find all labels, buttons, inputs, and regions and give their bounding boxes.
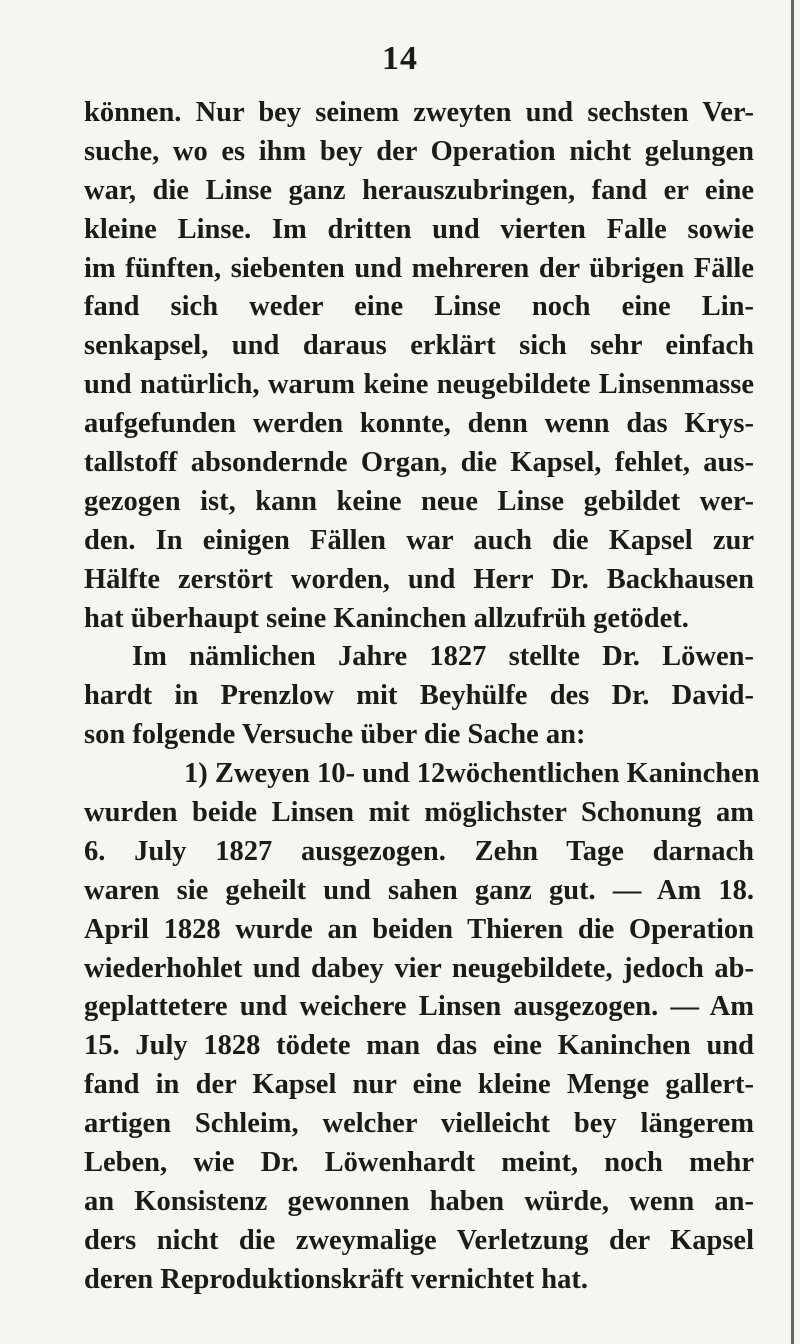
text-line: geplattetere und weichere Linsen ausgezogen. — Am xyxy=(84,991,754,1023)
text-line: wurden beide Linsen mit möglichster Schonung am xyxy=(84,797,754,829)
text-line: artigen Schleim, welcher vielleicht bey längerem xyxy=(84,1108,754,1140)
text-line: kleine Linse. Im dritten und vierten Falle sowie xyxy=(84,213,754,245)
text-line: im fünften, siebenten und mehreren der übrigen Fälle xyxy=(84,252,754,284)
text-line: wiederhohlet und dabey vier neugebildete, jedoch ab- xyxy=(84,952,754,984)
text-line: suche, wo es ihm bey der Operation nicht gelungen xyxy=(84,135,754,167)
text-line: April 1828 wurde an beiden Thieren die Operation xyxy=(84,913,754,945)
text-line: hat überhaupt seine Kaninchen allzufrüh getödet. xyxy=(84,602,689,634)
text-line: son folgende Versuche über die Sache an: xyxy=(84,719,586,751)
text-line: und natürlich, warum keine neugebildete Linsenmasse xyxy=(84,369,754,401)
page-edge-line xyxy=(791,0,794,1344)
text-line: fand sich weder eine Linse noch eine Lin- xyxy=(84,291,754,323)
text-line: Leben, wie Dr. Löwenhardt meint, noch mehr xyxy=(84,1147,754,1179)
text-line: tallstoff absondernde Organ, die Kapsel, fehlet, aus- xyxy=(84,447,754,479)
text-line: 15. July 1828 tödete man das eine Kaninchen und xyxy=(84,1030,754,1062)
page-number: 14 xyxy=(382,40,418,77)
text-line: 6. July 1827 ausgezogen. Zehn Tage darnach xyxy=(84,835,754,867)
text-line: Hälfte zerstört worden, und Herr Dr. Backhausen xyxy=(84,563,754,595)
text-line: hardt in Prenzlow mit Beyhülfe des Dr. David- xyxy=(84,680,754,712)
text-line: waren sie geheilt und sahen ganz gut. — Am 18. xyxy=(84,874,754,906)
text-line: gezogen ist, kann keine neue Linse gebildet wer- xyxy=(84,485,754,517)
text-line: aufgefunden werden konnte, denn wenn das Krys- xyxy=(84,408,754,440)
text-line: fand in der Kapsel nur eine kleine Menge gallert- xyxy=(84,1069,754,1101)
text-line: war, die Linse ganz herauszubringen, fand er eine xyxy=(84,174,754,206)
text-line: Im nämlichen Jahre 1827 stellte Dr. Löwen- xyxy=(132,641,754,673)
text-line: senkapsel, und daraus erklärt sich sehr einfach xyxy=(84,330,754,362)
text-line: ders nicht die zweymalige Verletzung der Kapsel xyxy=(84,1224,754,1256)
text-line: den. In einigen Fällen war auch die Kapsel zur xyxy=(84,524,754,556)
text-line: deren Reproduktionskräft vernichtet hat. xyxy=(84,1263,589,1295)
text-line: an Konsistenz gewonnen haben würde, wenn an- xyxy=(84,1185,754,1217)
text-line: 1) Zweyen 10- und 12wöchentlichen Kaninchen xyxy=(184,758,760,790)
body-text xyxy=(84,94,760,1300)
text-line: können. Nur bey seinem zweyten und sechsten Ver- xyxy=(84,97,754,128)
